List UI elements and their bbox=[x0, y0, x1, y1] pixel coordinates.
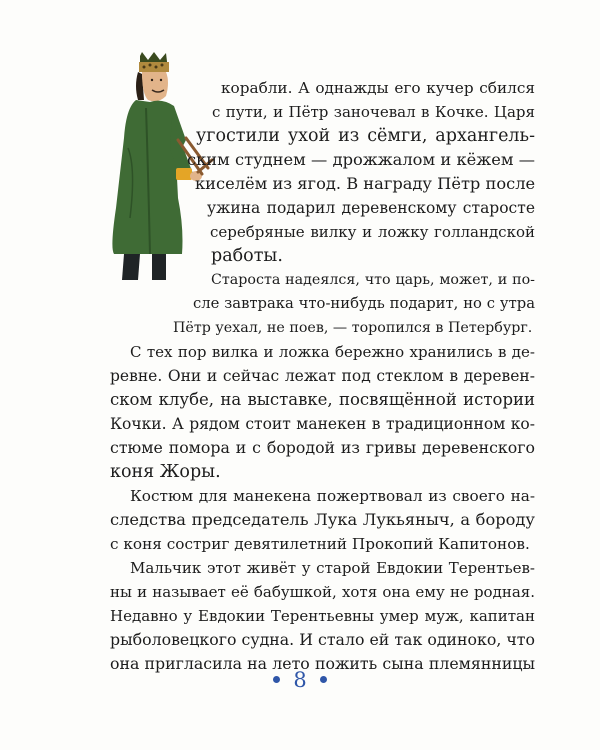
text-line: работы. bbox=[211, 246, 283, 266]
footer-dot-left-icon bbox=[273, 676, 280, 683]
text-line: с пути, и Пётр заночевал в Кочке. Царя bbox=[212, 103, 535, 121]
text-line: она пригласила на лето пожить сына племянницы bbox=[110, 654, 535, 673]
text-line: сле завтрака что-нибудь подарит, но с утра bbox=[193, 295, 535, 312]
text-line: Костюм для манекена пожертвовал из своего на- bbox=[130, 487, 535, 505]
text-line: с коня состриг девятилетний Прокопий Капитонов. bbox=[110, 535, 530, 553]
text-line: угостили ухой из сёмги, архангель- bbox=[196, 126, 535, 146]
text-line: ужина подарил деревенскому старосте bbox=[207, 199, 535, 217]
text-line: Недавно у Евдокии Терентьевны умер муж, капитан bbox=[110, 607, 535, 625]
text-line: ском клубе, на выставке, посвящённой истории bbox=[110, 390, 535, 409]
text-line: Пётр уехал, не поев, — торопился в Петербург. bbox=[173, 320, 533, 336]
text-line: следства председатель Лука Лукьяныч, а бороду bbox=[110, 510, 535, 529]
text-line: корабли. А однажды его кучер сбился bbox=[221, 79, 535, 97]
text-line: Староста надеялся, что царь, может, и по- bbox=[211, 272, 535, 288]
text-line: Мальчик этот живёт у старой Евдокии Терентьев- bbox=[130, 559, 535, 577]
text-line: коня Жоры. bbox=[110, 462, 221, 482]
text-line: стюме помора и с бородой из гривы деревенского bbox=[110, 438, 535, 457]
text-line: ны и называет её бабушкой, хотя она ему не родная. bbox=[110, 583, 535, 601]
text-line: Кочки. А рядом стоит манекен в традиционном ко- bbox=[110, 415, 535, 433]
text-line: ревне. Они и сейчас лежат под стеклом в деревен- bbox=[110, 367, 535, 385]
text-line: ским студнем — дрожжалом и кёжем — bbox=[187, 150, 535, 169]
text-line: С тех пор вилка и ложка бережно хранились в де- bbox=[130, 343, 535, 361]
footer-dot-right-icon bbox=[320, 676, 327, 683]
text-line: серебряные вилку и ложку голландской bbox=[210, 223, 535, 241]
page-number: 8 bbox=[293, 668, 307, 692]
text-line: киселём из ягод. В награду Пётр после bbox=[195, 174, 536, 193]
text-line: рыболовецкого судна. И стало ей так одиноко, что bbox=[110, 630, 535, 649]
page-footer bbox=[0, 668, 600, 692]
